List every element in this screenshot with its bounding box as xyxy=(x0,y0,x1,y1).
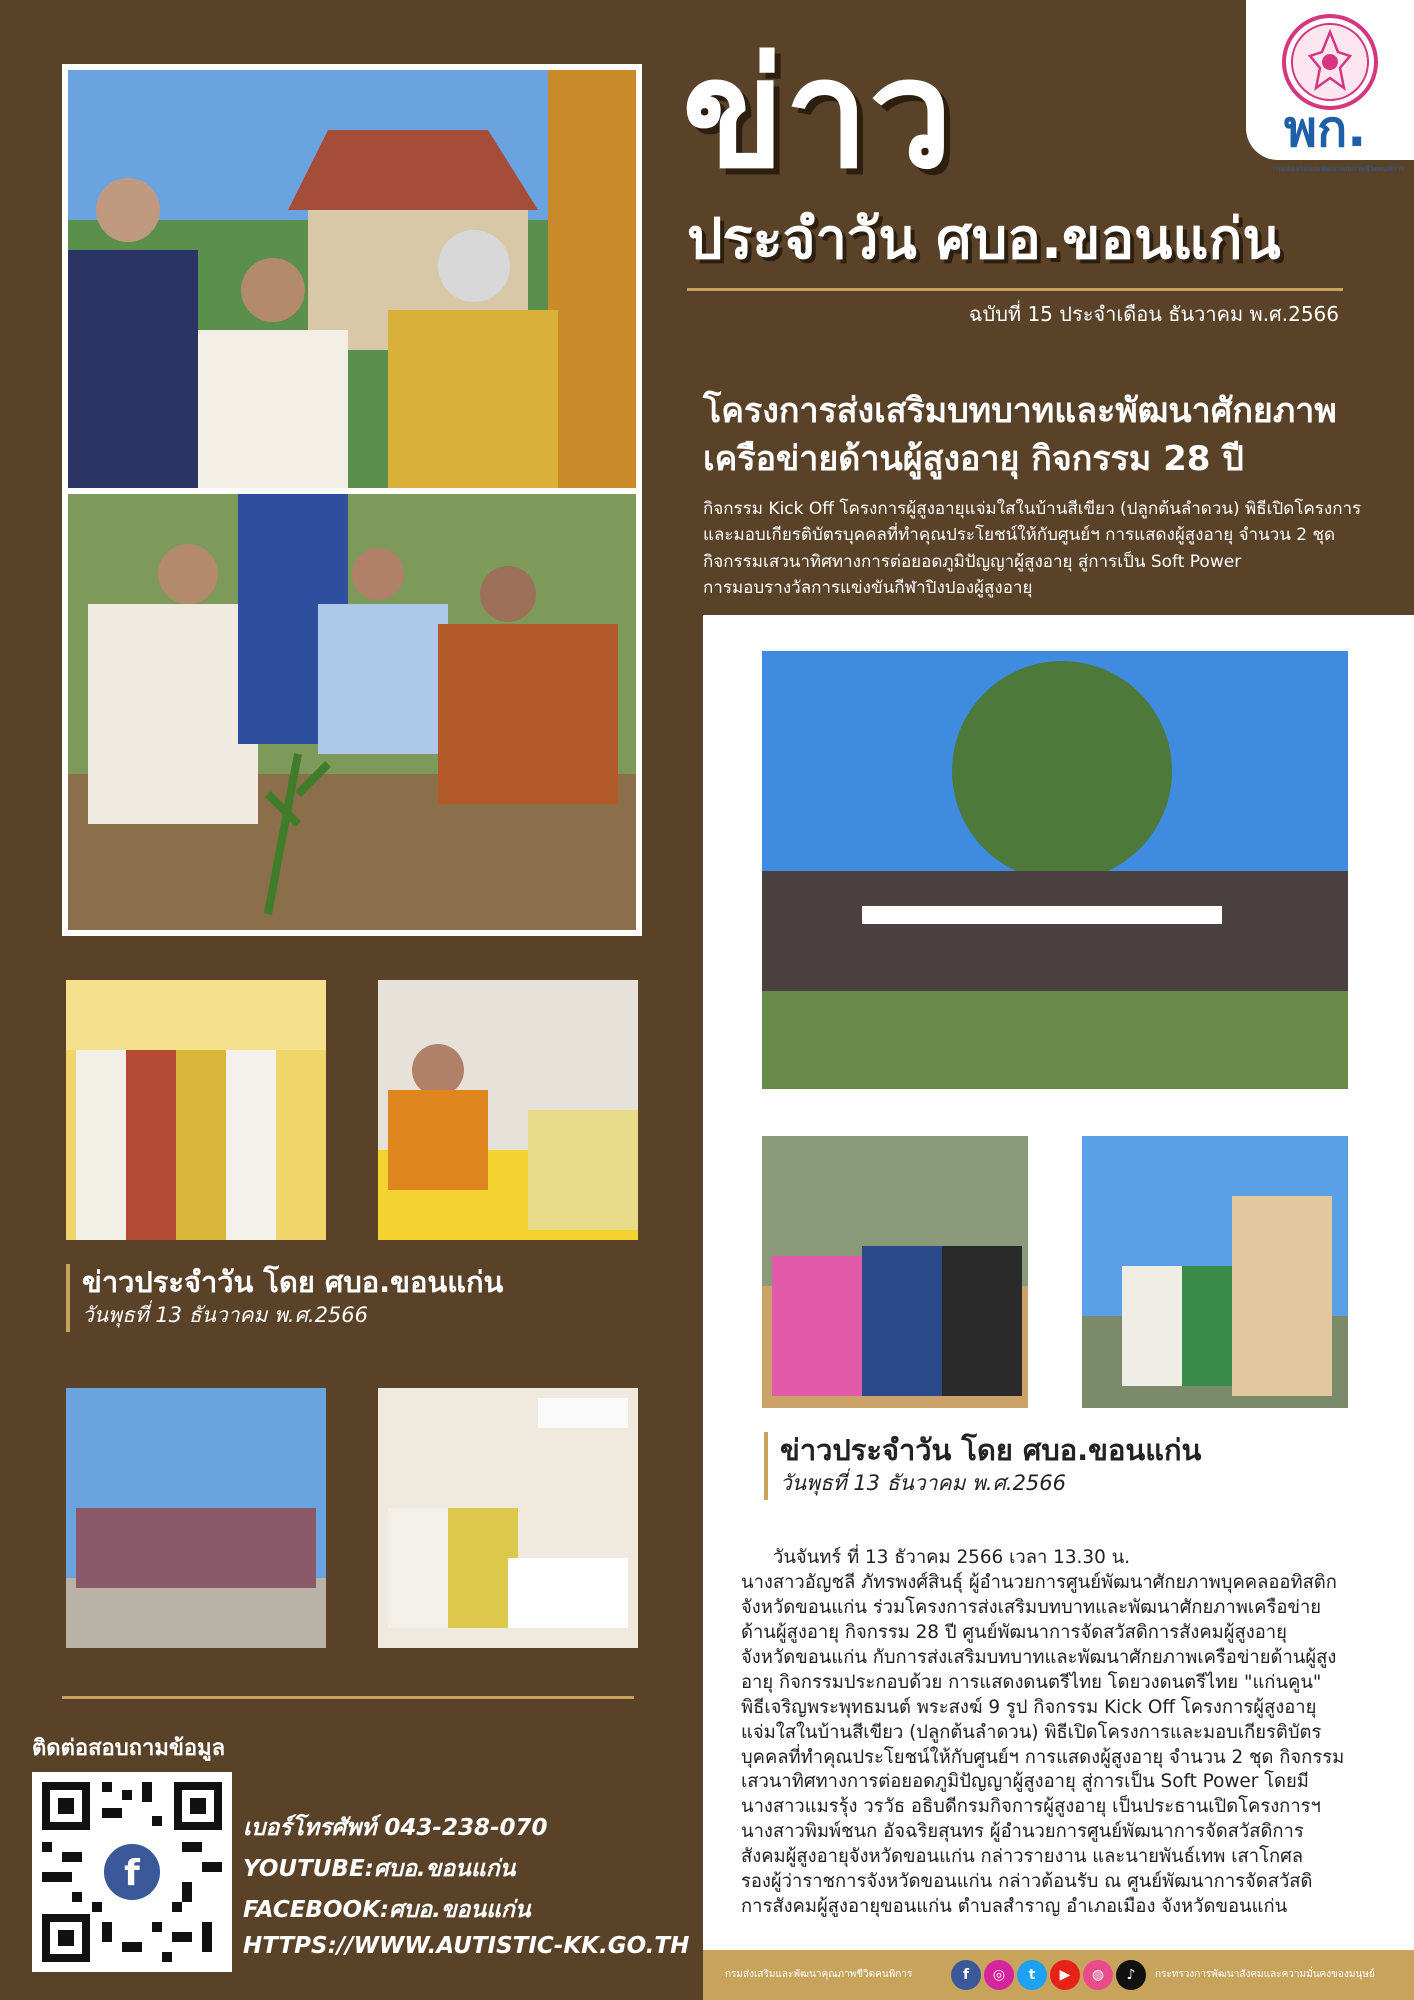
page-title: ข่าว xyxy=(682,28,953,202)
article-line: นางสาวอัญชลี ภัทรพงศ์สินธุ์ ผู้อำนวยการศูนย์พัฒนาศักยภาพบุคคลออทิสติก xyxy=(741,1571,1337,1593)
article-line: จังหวัดขอนแก่น ร่วมโครงการส่งเสริมบทบาทและพัฒนาศักยภาพเครือข่าย xyxy=(741,1596,1322,1618)
contact-label: ติดต่อสอบถามข้อมูล xyxy=(32,1736,226,1761)
project-description-line: กิจกรรมเสวนาทิศทางการต่อยอดภูมิปัญญาผู้สูงอายุ สู่การเป็น Soft Power xyxy=(703,551,1242,572)
hero-photo-frame xyxy=(62,64,642,936)
article-line: บุคคลที่ทำคุณประโยชน์ให้กับศูนย์ฯ การแสดงผู้สูงอายุ จำนวน 2 ชุด กิจกรรม xyxy=(741,1746,1345,1768)
instagram-icon[interactable]: ◎ xyxy=(984,1960,1014,1990)
project-title xyxy=(703,388,1393,483)
contact-facebook[interactable]: FACEBOOK:ศบอ.ขอนแก่น xyxy=(243,1897,531,1923)
right-caption-date: วันพุธที่ 13 ธันวาคม พ.ศ.2566 xyxy=(780,1471,1067,1496)
article-line: วันจันทร์ ที่ 13 ธัวาคม 2566 เวลา 13.30 น. xyxy=(773,1547,1131,1568)
article-line: นางสาวพิมพ์ชนก อัจฉริยสุนทร ผู้อำนวยการศูนย์พัฒนาการจัดสวัสดิการ xyxy=(741,1821,1304,1843)
contact-divider xyxy=(62,1696,634,1699)
footer-dept: กรมส่งเสริมและพัฒนาคุณภาพชีวิตคนพิการ xyxy=(725,1969,913,1980)
photo-group-outdoor xyxy=(66,1388,326,1648)
project-description-line: กิจกรรม Kick Off โครงการผู้สูงอายุแจ่มใสในบ้านสีเขียว (ปลูกต้นลำดวน) พิธีเปิดโครงการ xyxy=(703,499,1362,519)
article-line: พิธีเจริญพระพุทธมนต์ พระสงฆ์ 9 รูป กิจกรรม Kick Off โครงการผู้สูงอายุ xyxy=(741,1696,1317,1718)
project-description xyxy=(703,496,1393,601)
left-caption-title: ข่าวประจำวัน โดย ศบอ.ขอนแก่น xyxy=(82,1265,504,1299)
contact-phone: เบอร์โทรศัพท์ 043-238-070 xyxy=(243,1815,548,1841)
article-line: ด้านผู้สูงอายุ กิจกรรม 28 ปี ศูนย์พัฒนาการจัดสวัสดิการสังคมผู้สูงอายุ xyxy=(741,1621,1287,1643)
facebook-icon[interactable]: f xyxy=(951,1960,981,1990)
photo-tree-planting xyxy=(68,494,636,930)
page-subtitle: ประจำวัน ศบอ.ขอนแก่น xyxy=(687,207,1281,272)
logo-abbr: พก. xyxy=(1284,100,1367,158)
article-line: การสังคมผู้สูงอายุขอนแก่น ตำบลสำราญ อำเภอเมือง จังหวัดขอนแก่น xyxy=(741,1896,1288,1918)
footer-ministry: กระทรวงการพัฒนาสังคมและความมั่นคงของมนุษย์ xyxy=(1155,1969,1375,1980)
left-caption xyxy=(66,1264,503,1332)
photo-ceremony xyxy=(68,70,636,488)
logo-box xyxy=(1246,0,1414,173)
dept-seal-icon xyxy=(1280,12,1380,112)
twitter-icon[interactable]: t xyxy=(1017,1960,1047,1990)
contact-website[interactable]: HTTPS://WWW.AUTISTIC-KK.GO.TH xyxy=(243,1933,690,1959)
contact-youtube[interactable]: YOUTUBE:ศบอ.ขอนแก่น xyxy=(243,1856,516,1882)
right-caption-title: ข่าวประจำวัน โดย ศบอ.ขอนแก่น xyxy=(780,1433,1202,1467)
left-caption-date: วันพุธที่ 13 ธันวาคม พ.ศ.2566 xyxy=(82,1303,369,1328)
article-line: แจ่มใสในบ้านสีเขียว (ปลูกต้นลำดวน) พิธีเปิดโครงการและมอบเกียรติบัตร xyxy=(741,1721,1322,1743)
article-line: เสวนาทิศทางการต่อยอดภูมิปัญญาผู้สูงอายุ สู่การเป็น Soft Power โดยมี xyxy=(741,1771,1309,1793)
issue-label: ฉบับที่ 15 ประจำเดือน ธันวาคม พ.ศ.2566 xyxy=(968,302,1339,326)
divider xyxy=(687,288,1343,291)
photo-certificate xyxy=(66,980,326,1240)
article-line: อายุ กิจกรรมประกอบด้วย การแสดงดนตรีไทย โดยวงดนตรีไทย "แก่นคูน" xyxy=(741,1671,1322,1693)
svg-text:f: f xyxy=(124,1853,140,1894)
logo-dept-name: กรมส่งเสริมและพัฒนาคุณภาพชีวิตคนพิการ xyxy=(1272,165,1404,173)
right-caption xyxy=(764,1432,1201,1500)
article-line: จังหวัดขอนแก่น กับการส่งเสริมบทบาทและพัฒนาศักยภาพเครือข่ายด้านผู้สูง xyxy=(741,1646,1337,1668)
photo-shrine xyxy=(1082,1136,1348,1408)
photo-discussion xyxy=(378,1388,638,1648)
dribbble-icon[interactable]: ◍ xyxy=(1083,1960,1113,1990)
project-description-line: การมอบรางวัลการแข่งขันกีฬาปิงปองผู้สูงอายุ xyxy=(703,578,1033,599)
footer-bar xyxy=(703,1950,1414,2000)
photo-seated-audience xyxy=(762,1136,1028,1408)
photo-monks xyxy=(378,980,638,1240)
project-title-line2: เครือข่ายด้านผู้สูงอายุ กิจกรรม 28 ปี xyxy=(703,438,1244,479)
article-body xyxy=(741,1546,1361,1920)
article-line: นางสาวแมรรุ้ง วรวัธ อธิบดีกรมกิจการผู้สูงอายุ เป็นประธานเปิดโครงการฯ xyxy=(741,1796,1321,1818)
article-line: รองผู้ว่าราชการจังหวัดขอนแก่น กล่าวต้อนรับ ณ ศูนย์พัฒนาการจัดสวัสดิ xyxy=(741,1871,1313,1893)
project-description-line: และมอบเกียรติบัตรบุคคลที่ทำคุณประโยชน์ให้กับศูนย์ฯ การแสดงผู้สูงอายุ จำนวน 2 ชุด xyxy=(703,525,1336,546)
photo-group-banner xyxy=(762,651,1348,1089)
youtube-icon[interactable]: ▶ xyxy=(1050,1960,1080,1990)
article-line: สังคมผู้สูงอายุจังหวัดขอนแก่น กล่าวรายงาน และนายพันธ์เทพ เสาโกศล xyxy=(741,1846,1304,1868)
qr-code-icon[interactable] xyxy=(32,1772,232,1972)
project-title-line1: โครงการส่งเสริมบทบาทและพัฒนาศักยภาพ xyxy=(703,391,1337,431)
tiktok-icon[interactable]: ♪ xyxy=(1116,1960,1146,1990)
